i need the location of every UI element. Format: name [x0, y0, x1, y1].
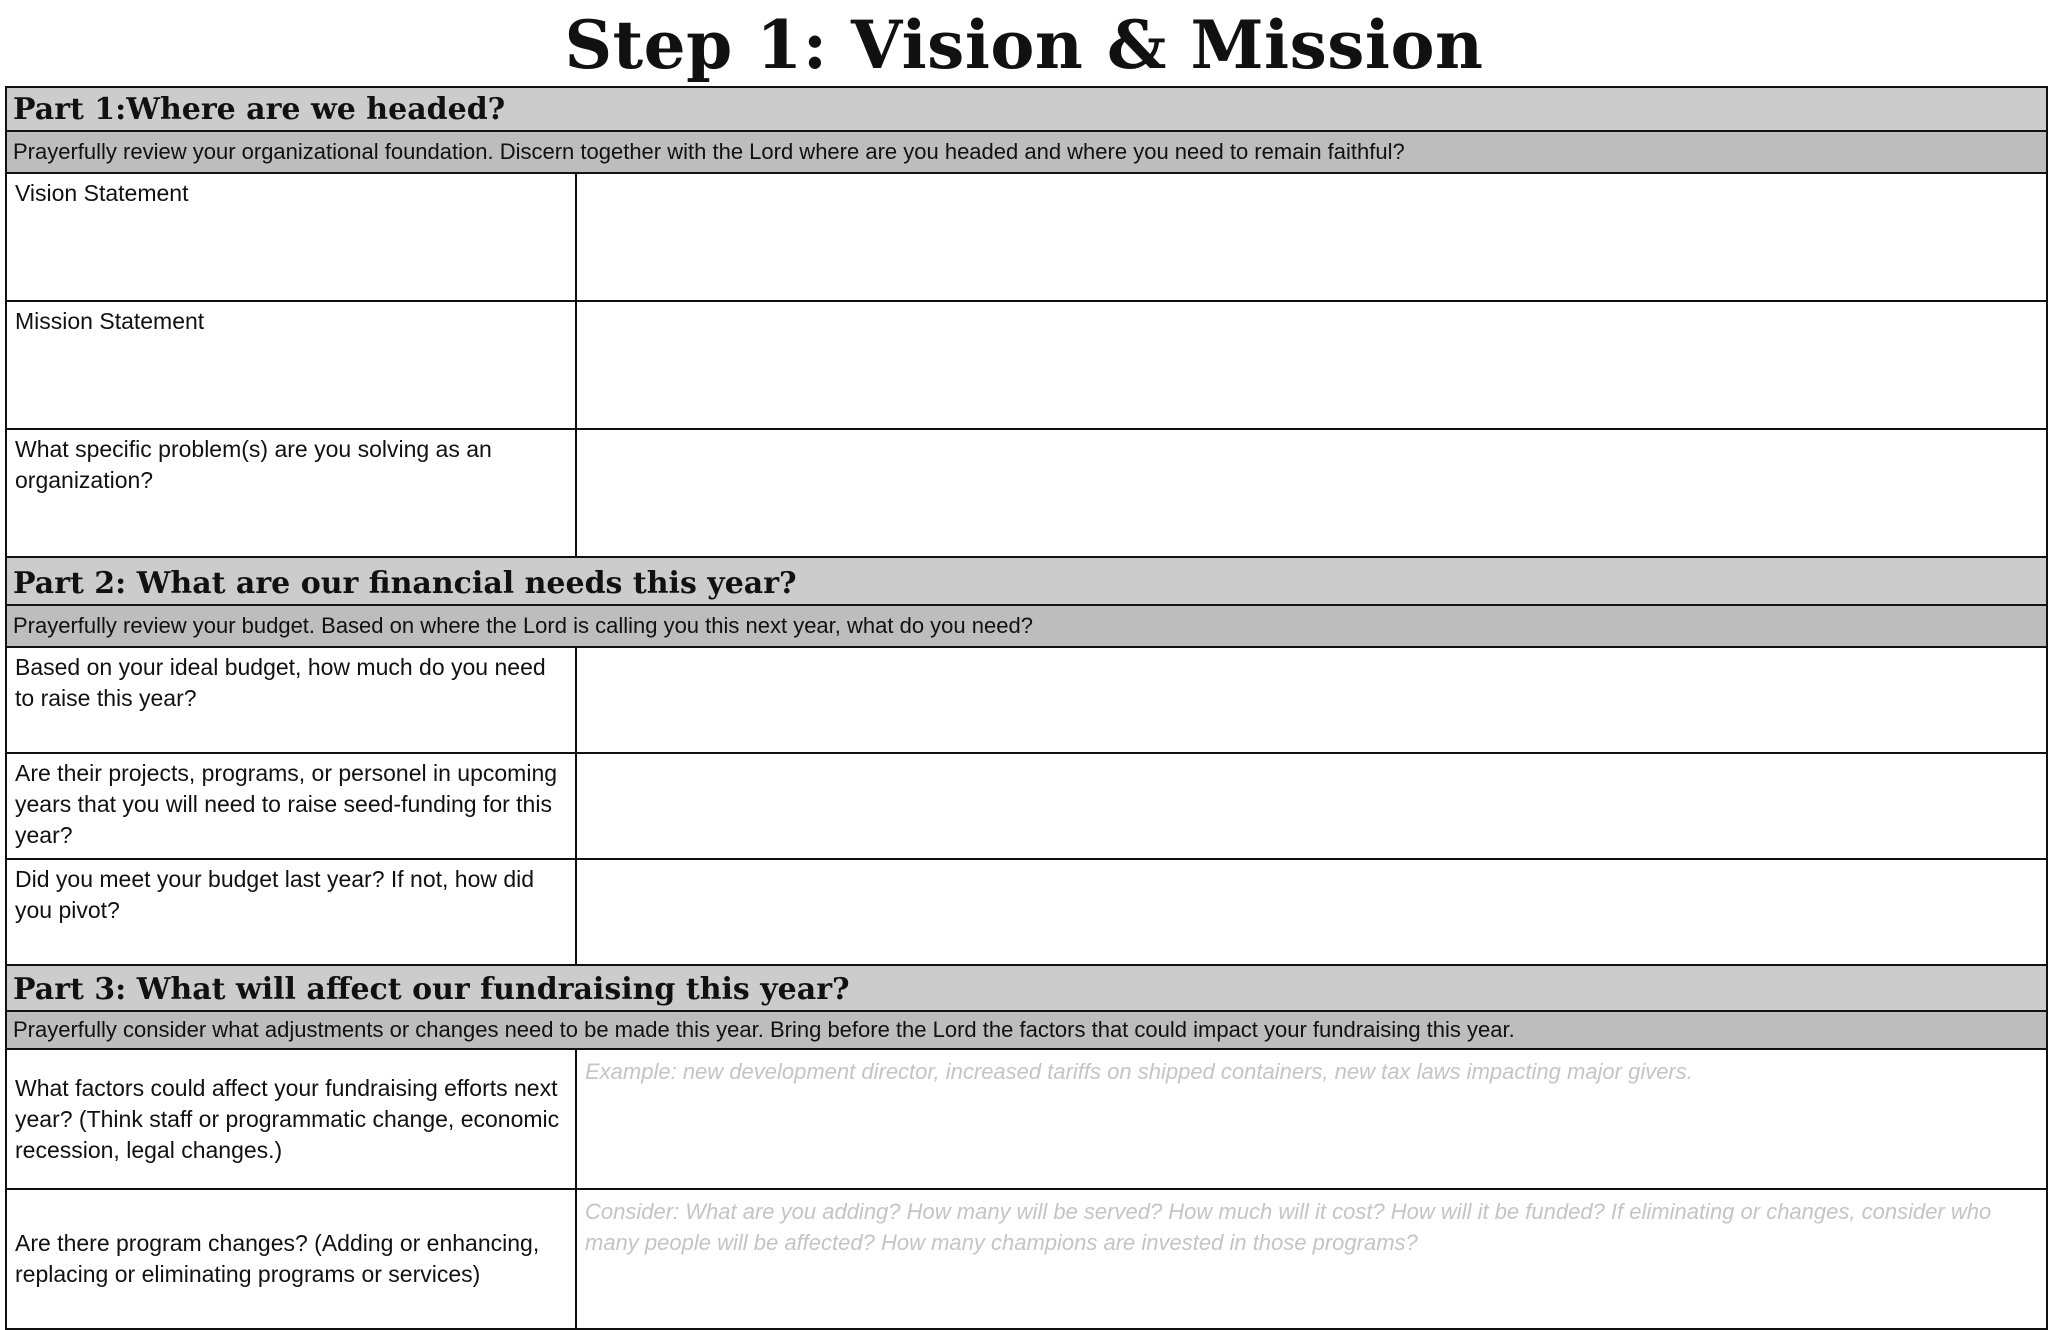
seed-funding-label: Are their projects, programs, or personel in upcoming years that you will need to raise seed-funding for this year?	[6, 753, 576, 859]
part3-heading: Part 3: What will affect our fundraising this year?	[6, 965, 2047, 1011]
part1-intro: Prayerfully review your organizational foundation. Discern together with the Lord where are you headed and where you need to remain faithful?	[6, 131, 2047, 173]
ideal-budget-label: Based on your ideal budget, how much do you need to raise this year?	[6, 647, 576, 753]
seed-funding-answer[interactable]	[576, 753, 2047, 859]
problems-solving-label: What specific problem(s) are you solving as an organization?	[6, 429, 576, 557]
part2-intro: Prayerfully review your budget. Based on where the Lord is calling you this next year, what do you need?	[6, 605, 2047, 647]
page-title: Step 1: Vision & Mission	[564, 6, 1484, 84]
fundraising-factors-hint: Example: new development director, increased tariffs on shipped containers, new tax laws impacting major givers.	[585, 1059, 1693, 1084]
part1-heading: Part 1:Where are we headed?	[6, 87, 2047, 131]
problems-solving-answer[interactable]	[576, 429, 2047, 557]
part3-intro: Prayerfully consider what adjustments or changes need to be made this year. Bring before the Lord the factors that could impact your fundraising this year.	[6, 1011, 2047, 1049]
vision-statement-label: Vision Statement	[6, 173, 576, 301]
fundraising-factors-answer[interactable]	[576, 1049, 2047, 1189]
program-changes-hint: Consider: What are you adding? How many will be served? How much will it cost? How will it be funded? If eliminating or changes, consider who many people will be affected? How many champions are invested in those programs?	[585, 1199, 1992, 1255]
mission-statement-label: Mission Statement	[6, 301, 576, 429]
ideal-budget-answer[interactable]	[576, 647, 2047, 753]
part2-heading: Part 2: What are our financial needs this year?	[6, 557, 2047, 605]
mission-statement-answer[interactable]	[576, 301, 2047, 429]
program-changes-label: Are there program changes? (Adding or enhancing, replacing or eliminating programs or services)	[6, 1189, 576, 1329]
budget-last-year-answer[interactable]	[576, 859, 2047, 965]
worksheet-table	[5, 86, 2048, 1330]
program-changes-answer[interactable]	[576, 1189, 2047, 1329]
fundraising-factors-label: What factors could affect your fundraising efforts next year? (Think staff or programmatic change, economic recession, legal changes.)	[6, 1049, 576, 1189]
budget-last-year-label: Did you meet your budget last year? If not, how did you pivot?	[6, 859, 576, 965]
vision-statement-answer[interactable]	[576, 173, 2047, 301]
